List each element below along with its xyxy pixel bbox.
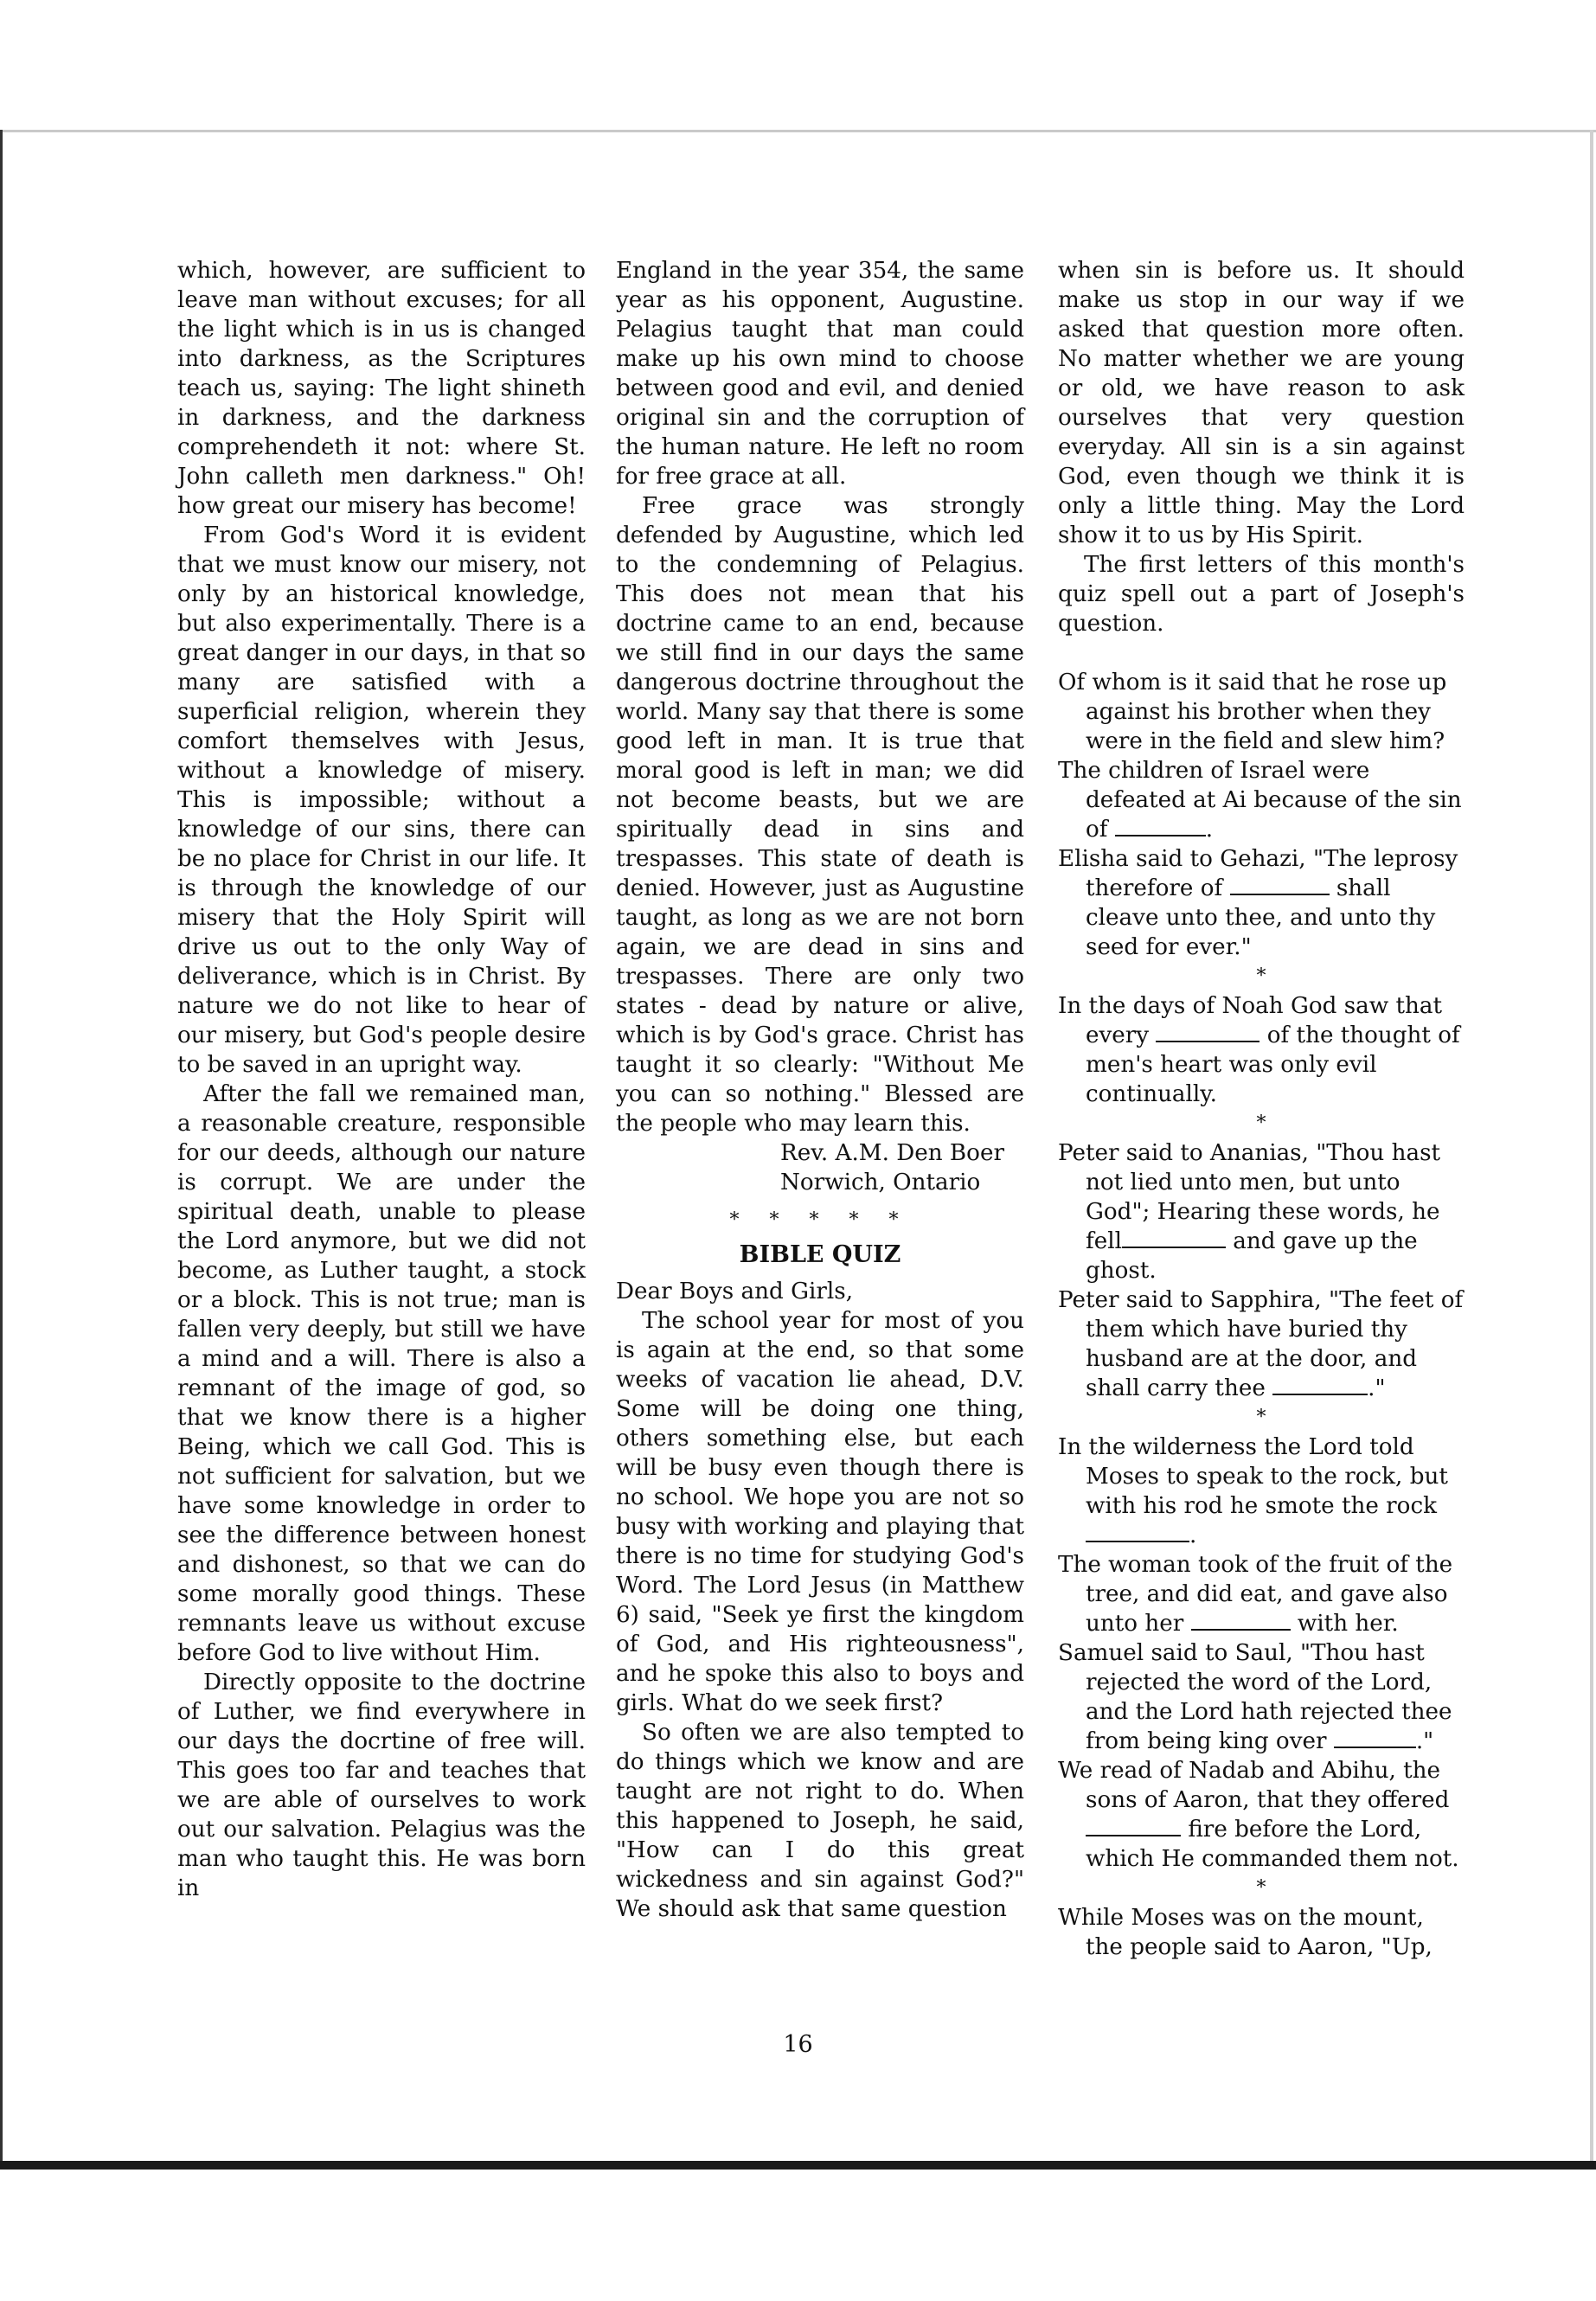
paragraph-misery-darkness: which, however, are sufficient to leave man without excuses; for all the light which is in us is changed into darkness, as the Scriptures teach us, saying: The light shineth in darkness, and the darkness comprehendeth it not: where St. John calleth men darkness." Oh! how great our misery has become! xyxy=(177,258,586,519)
paragraph-pelagius: England in the year 354, the same year as his opponent, Augustine. Pelagius taught that man could make up his own mind to choose between good and evil, and denied original sin and the corruption of the human nature. He left no room for free grace at all. xyxy=(616,258,1024,490)
answer-blank xyxy=(1122,1227,1226,1248)
scan-edge-bottom xyxy=(0,2161,1596,2170)
paragraph-after-fall: After the fall we remained man, a reasonable creature, responsible for our deeds, although our nature is corrupt. We are under the spiritual death, unable to please the Lord anymore, but we did not become, as Luther taught, a stock or a block. This is not true; man is fallen very deeply, but still we have a mind and a will. There is also a remnant of the image of god, so that we know there is a higher Being, which we call God. This is not sufficient for salvation, but we have some knowledge in order to see the difference between honest and dishonest, so that we can do some morally good things. These remnants leave us without excuse before God to live without Him. xyxy=(177,1081,586,1666)
quiz-question-6: Peter said to Sapphira, "The feet of them which have buried thy husband are at the door, and shall carry thee ." xyxy=(1058,1287,1464,1401)
section-divider-stars: * * * * * xyxy=(729,1209,911,1231)
signature-name: Rev. A.M. Den Boer xyxy=(780,1140,1004,1166)
asterisk-divider: * xyxy=(1256,1407,1266,1428)
quiz-question-5: Peter said to Ananias, "Thou hast not lied unto men, but unto God"; Hearing these words, he fell and gave up the ghost. xyxy=(1058,1140,1441,1284)
scan-edge-top xyxy=(0,130,1596,132)
scan-edge-right xyxy=(1590,130,1593,2163)
quiz-question-7: In the wilderness the Lord told Moses to speak to the rock, but with his rod he smote the rock . xyxy=(1058,1434,1448,1548)
page-number: 16 xyxy=(783,2031,813,2058)
answer-blank xyxy=(1272,1375,1368,1395)
answer-blank xyxy=(1086,1816,1181,1836)
quiz-question-8: The woman took of the fruit of the tree, and did eat, and gave also unto her with her. xyxy=(1058,1552,1453,1637)
quiz-question-11: While Moses was on the mount, the people said to Aaron, "Up, xyxy=(1058,1905,1433,1960)
bible-quiz-heading: BIBLE QUIZ xyxy=(739,1241,901,1268)
quiz-question-4: In the days of Noah God saw that every of the thought of men's heart was only evil continually. xyxy=(1058,993,1460,1107)
answer-blank xyxy=(1086,1522,1189,1542)
paragraph-gods-word: From God's Word it is evident that we must know our misery, not only by an historical knowledge, but also experimentally. There is a great danger in our days, in that so many are satisfied with a superficial religion, wherein they comfort themselves with Jesus, without a knowledge of misery. This is impossible; without a knowledge of our sins, there can be no place for Christ in our life. It is through the knowledge of our misery that the Holy Spirit will drive us out to the only Way of deliverance, which is in Christ. By nature we do not like to hear of our misery, but God's people desire to be saved in an upright way. xyxy=(177,522,586,1078)
answer-blank xyxy=(1334,1727,1416,1748)
answer-blank xyxy=(1191,1610,1291,1631)
answer-blank xyxy=(1115,816,1206,836)
paragraph-school-year: The school year for most of you is again at the end, so that some weeks of vacation lie ahead, D.V. Some will be doing one thing, others something else, but each will be busy even though there is no school. We hope you are not so busy with working and playing that there is no time for studying God's Word. The Lord Jesus (in Matthew 6) said, "Seek ye first the kingdom of God, and His righteousness", and he spoke this also to boys and girls. What do we seek first? xyxy=(616,1308,1024,1716)
column-left xyxy=(177,256,586,1903)
quiz-question-1: Of whom is it said that he rose up against his brother when they were in the field and slew him? xyxy=(1058,670,1447,754)
answer-blank xyxy=(1156,1022,1259,1042)
paragraph-free-will: Directly opposite to the doctrine of Luther, we find everywhere in our days the docrtine of free will. This goes too far and teaches that we are able of ourselves to work out our salvation. Pelagius was the man who taught this. He was born in xyxy=(177,1670,586,1901)
column-right xyxy=(1058,256,1465,1962)
column-middle xyxy=(616,256,1024,1924)
quiz-question-2: The children of Israel were defeated at Ai because of the sin of . xyxy=(1058,758,1462,843)
paragraph-first-letters: The first letters of this month's quiz spell out a part of Joseph's question. xyxy=(1058,552,1465,637)
asterisk-divider: * xyxy=(1256,965,1266,987)
salutation: Dear Boys and Girls, xyxy=(616,1279,854,1304)
answer-blank xyxy=(1230,875,1330,895)
scan-edge-left xyxy=(0,130,3,2163)
signature-place: Norwich, Ontario xyxy=(780,1170,981,1195)
paragraph-tempted: So often we are also tempted to do things which we know and are taught are not right to do. When this happened to Joseph, he said, "How can I do this great wickedness and sin against God?" We should ask that same question xyxy=(616,1720,1024,1922)
quiz-question-10: We read of Nadab and Abihu, the sons of Aaron, that they offered fire before the Lord, which He commanded them not. xyxy=(1058,1758,1459,1872)
quiz-question-9: Samuel said to Saul, "Thou hast rejected the word of the Lord, and the Lord hath rejected thee from being king over ." xyxy=(1058,1640,1452,1754)
quiz-question-3: Elisha said to Gehazi, "The leprosy therefore of shall cleave unto thee, and unto thy seed for ever." xyxy=(1058,846,1458,960)
paragraph-free-grace: Free grace was strongly defended by Augustine, which led to the condemning of Pelagius. This does not mean that his doctrine came to an end, because we still find in our days the same dangerous doctrine throughout the world. Many say that there is some good left in man. It is true that moral good is left in man; we did not become beasts, but we are spiritually dead in sins and trespasses. This state of death is denied. However, just as Augustine taught, as long as we are not born again, we are dead in sins and trespasses. There are only two states - dead by nature or alive, which is by God's grace. Christ has taught it so clearly: "Without Me you can so nothing." Blessed are the people who may learn this. xyxy=(616,493,1024,1137)
paragraph-sin-before-us: when sin is before us. It should make us stop in our way if we asked that question more often. No matter whether we are young or old, we have reason to ask ourselves that very question everyday. All sin is a sin against God, even though we think it is only a little thing. May the Lord show it to us by His Spirit. xyxy=(1058,258,1465,548)
asterisk-divider: * xyxy=(1256,1112,1266,1134)
asterisk-divider: * xyxy=(1256,1877,1266,1899)
